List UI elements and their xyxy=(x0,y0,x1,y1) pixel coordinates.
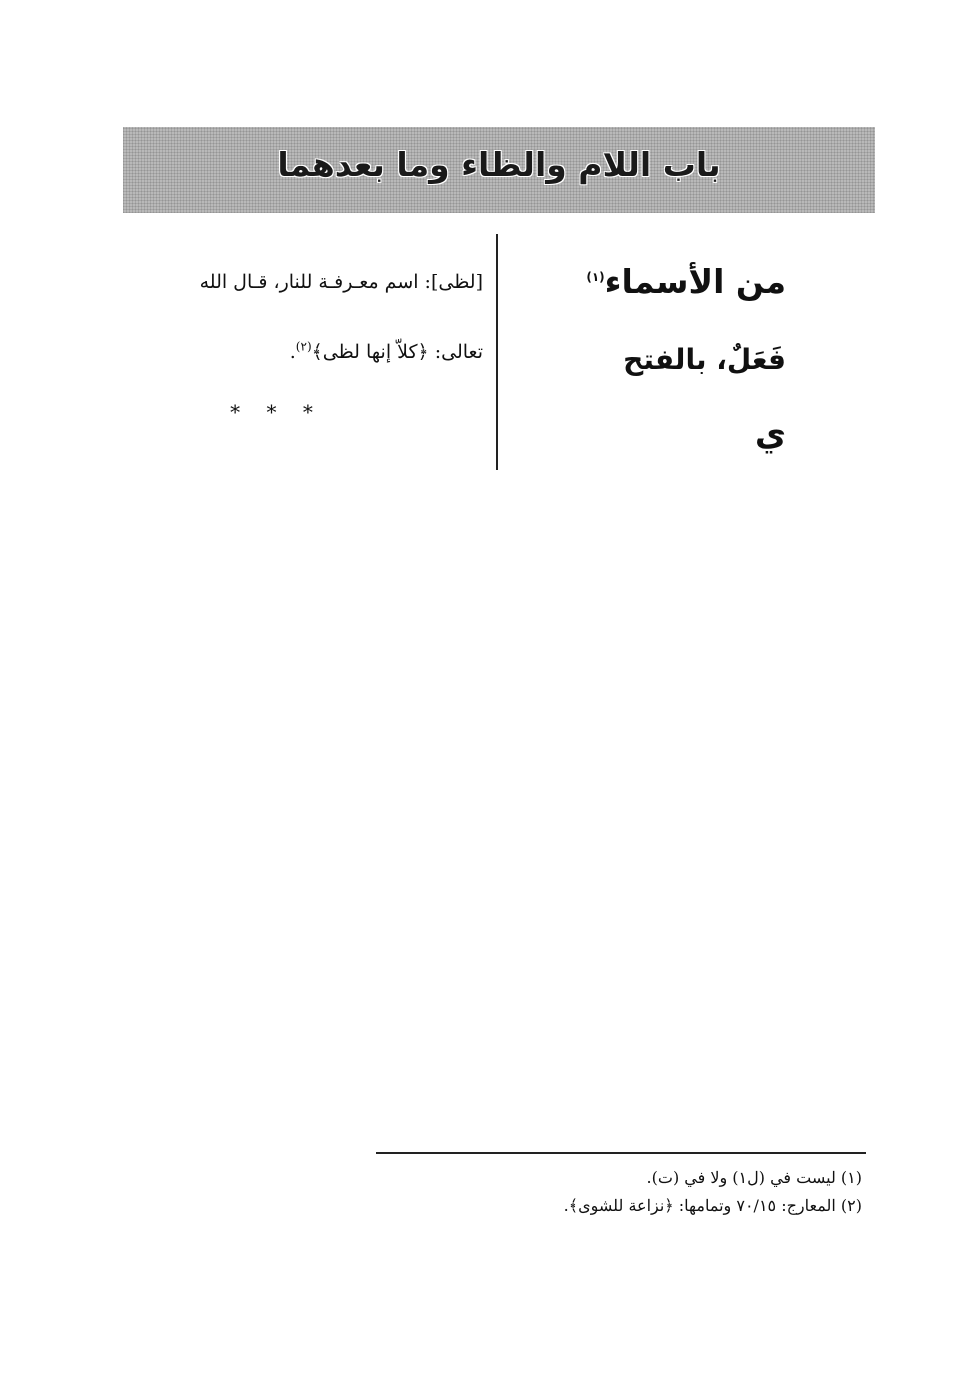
right-column xyxy=(520,262,786,454)
footnote-ref-2[interactable]: (٢) xyxy=(295,339,312,354)
footnotes xyxy=(376,1164,862,1220)
section-heading xyxy=(520,262,786,302)
chapter-header-band xyxy=(123,127,875,213)
entry-line-2 xyxy=(110,338,483,366)
footnote-1: (١) ليست في (ل١) ولا في (ت). xyxy=(646,1168,862,1187)
pattern-heading: فَعَلٌ، بالفتح xyxy=(623,343,786,376)
section-separator: * * * xyxy=(230,400,323,424)
entry-line-2-text: تعالى: ﴿كلاّ إنها لظى﴾ xyxy=(311,341,483,363)
footnote-ref-1[interactable]: (١) xyxy=(586,270,605,284)
letter-heading: ي xyxy=(754,414,786,454)
footnote-2: (٢) المعارج: ٧٠/١٥ وتمامها: ﴿نزاعة للشوى﴾. xyxy=(563,1196,862,1215)
section-heading-text: من الأسماء xyxy=(604,262,786,301)
footnote-rule xyxy=(376,1152,866,1154)
chapter-title: باب اللام والظاء وما بعدهما xyxy=(277,145,721,184)
entry-line-1: [لظى]: اسم معـرفـة للنار، قـال الله xyxy=(199,271,483,293)
column-divider xyxy=(496,234,498,470)
entry-line-2-end: . xyxy=(289,341,296,363)
left-column xyxy=(110,268,483,424)
